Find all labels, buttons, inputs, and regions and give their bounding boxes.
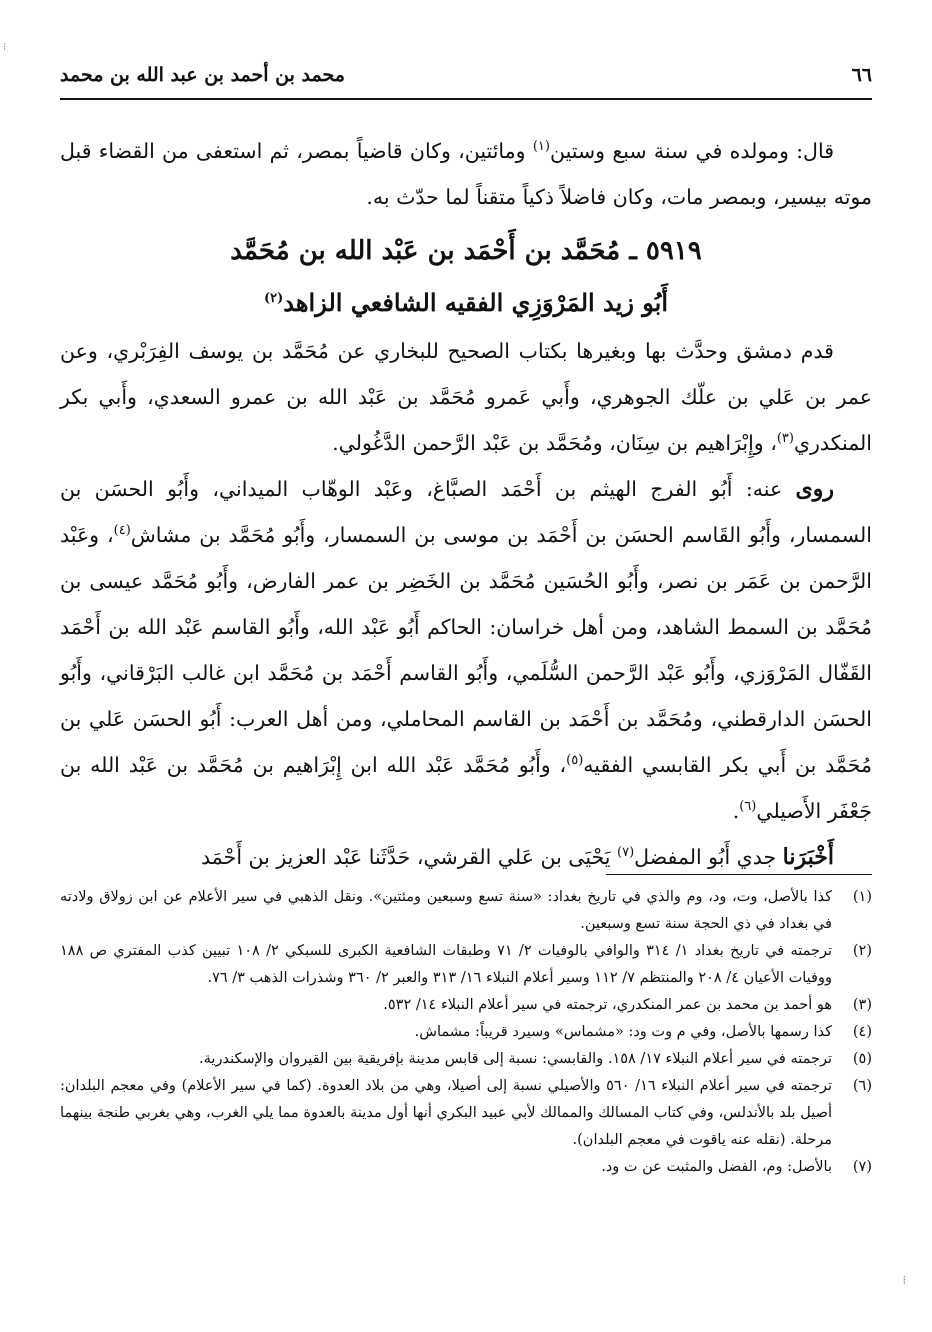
footnote — [60, 884, 872, 938]
footnote-divider — [606, 874, 872, 875]
footnote — [60, 1019, 872, 1046]
footnote-number: (٥) — [852, 1051, 872, 1067]
footnote-number: (٦) — [852, 1078, 872, 1094]
footnote-number: (٢) — [852, 943, 872, 959]
footnote — [60, 1073, 872, 1154]
footnote-number: (٤) — [852, 1024, 872, 1040]
header-divider — [60, 98, 872, 100]
footnote-ref[interactable]: (٧) — [617, 845, 635, 861]
footnotes — [60, 884, 872, 1181]
footnote-ref[interactable]: (٣) — [776, 431, 794, 447]
edge-mark: ⁞ — [902, 1273, 906, 1287]
footnote-text: ترجمته في تاريخ بغداد ١/ ٣١٤ والوافي بالوفيات ٢/ ٧١ وطبقات الشافعية الكبرى للسبكي ٢/ ١٠٨ تبيين كذب المفتري ص ١٨٨ ووفيات الأعيان ٤/ ٢٠٨ والمنتظم ٧/ ١١٢ وسير أعلام النبلاء ١٦/ ٣١٣ والعبر ٢/ ٣٦٠ وشذرات الذهب ٣/ ٧٦. — [60, 943, 832, 986]
footnote-ref[interactable]: (١) — [532, 139, 550, 155]
footnote-text: بالأصل: وم، الفضل والمثبت عن ت ود. — [601, 1159, 832, 1175]
footnote-text: ترجمته في سير أعلام النبلاء ١٧/ ١٥٨. والقابسي: نسبة إلى قابس مدينة بإفريقية بين القيروان والإسكندرية. — [199, 1051, 832, 1067]
footnote — [60, 1154, 872, 1181]
paragraph-biography: قدم دمشق وحدَّث بها وبغيرها بكتاب الصحيح للبخاري عن مُحَمَّد بن يوسف الفِرَبْري، وعن عمر بن عَلي بن علّك الجوهري، وأَبي عَمرو مُحَمَّد بن عَبْد الله بن عمرو السعدي، وأَبي بكر المنكدري$^{(٣)}$، وإِبْرَاهيم بن سِنَان، ومُحَمَّد بن عَبْد الرَّحمن الدَّغُولي. — [60, 339, 872, 455]
page-number: ٦٦ — [851, 64, 872, 86]
entry-subtitle: أَبُو زيد المَرْوَزِي الفقيه الشافعي الزاهد$^{(٢)}$ — [263, 288, 669, 317]
footnote-ref[interactable]: (٥) — [566, 753, 584, 769]
footnote — [60, 1046, 872, 1073]
footnote-text: كذا رسمها بالأصل، وفي م وت ود: «مشماس» وسيرد قريباً: مشماش. — [414, 1024, 832, 1040]
footnote — [60, 992, 872, 1019]
footnote-text: هو أحمد بن محمد بن عمر المنكدري، ترجمته في سير أعلام النبلاء ١٤/ ٥٣٢. — [383, 997, 832, 1013]
footnote-number: (١) — [852, 889, 872, 905]
margin-mark: ⁝ — [3, 42, 7, 53]
footnote-number: (٧) — [852, 1159, 872, 1175]
lead-word: روى — [795, 476, 834, 502]
paragraph-narrators: روى عنه: أَبُو الفرج الهيثم بن أَحْمَد الصبَّاغ، وعَبْد الوهّاب الميداني، وأَبُو الحسَن بن السمسار، وأَبُو القَاسم الحسَن بن أَحْمَد بن موسى بن السمسار، وأَبُو مُحَمَّد بن مشاش$^{(٤)}$، وعَبْد الرَّحمن بن عَمَر بن نصر، وأَبُو الحُسَين مُحَمَّد بن الخَضِر بن عمر الفارض، وأَبُو مُحَمَّد عيسى بن مُحَمَّد بن السمط الشاهد، ومن أهل خراسان: الحاكم أَبُو عَبْد الله، وأَبُو القاسم عَبْد الله بن أَحْمَد القَفّال المَرْوَزي، وأَبُو عَبْد الرَّحمن السُّلَمي، وأَبُو القاسم أَحْمَد بن مُحَمَّد ابن غالب البَرْقاني، وأَبُو الحسَن الدارقطني، ومُحَمَّد بن أَحْمَد بن القاسم المحاملي، ومن أهل العرب: أَبُو الحسَن عَلي بن مُحَمَّد بن أَبي بكر القابسي الفقيه$^{(٥)}$، وأَبُو مُحَمَّد عَبْد الله ابن إِبْرَاهيم بن مُحَمَّد بن عَبْد الله بن جَعْفَر الأَصيلي$^{(٦)}$. — [60, 476, 872, 823]
paragraph-intro: قال: ومولده في سنة سبع وستين$^{(١)}$ ومائتين، وكان قاضياً بمصر، ثم استعفى من القضاء قبل موته بيسير، وبمصر مات، وكان فاضلاً ذكياً متقناً لما حدّث به. — [60, 139, 872, 209]
footnote-text: كذا بالأصل، وت، ود، وم والذي في تاريخ بغداد: «سنة تسع وسبعين ومئتين». ونقل الذهبي في سير الأعلام عن ابن زولاق ولادته في بغداد في ذي الحجة سنة تسع وسبعين. — [60, 889, 832, 932]
footnote — [60, 938, 872, 992]
footnote-ref[interactable]: (٦) — [739, 799, 757, 815]
paragraph-isnad: أَخْبَرَنا جدي أَبُو المفضل$^{(٧)}$ يَحْيَى بن عَلي القرشي، حَدَّثَنا عَبْد العزيز بن أَحْمَد — [201, 844, 834, 870]
footnote-text: ترجمته في سير أعلام النبلاء ١٦/ ٥٦٠ والأصيلي نسبة إلى أصيلا، وهي من بلاد العدوة. (كما في سير الأعلام) وفي معجم البلدان: أصيل بلد بالأندلس، وفي كتاب المسالك والممالك لأبي عبيد البكري أنها أول مدينة بالعدوة مما يلي الغرب، وهي بغربي طنجة بينهما مرحلة. (نقله عنه ياقوت في معجم البلدان). — [60, 1078, 832, 1148]
entry-title: ٥٩١٩ ـ مُحَمَّد بن أَحْمَد بن عَبْد الله بن مُحَمَّد — [230, 236, 702, 266]
main-text — [60, 128, 872, 880]
footnote-ref[interactable]: (٢) — [263, 291, 284, 306]
footnote-ref[interactable]: (٤) — [113, 523, 131, 539]
lead-word: أَخْبَرَنا — [782, 844, 834, 870]
running-title: محمد بن أحمد بن عبد الله بن محمد — [60, 64, 345, 86]
page-header — [60, 58, 872, 92]
footnote-number: (٣) — [852, 997, 872, 1013]
